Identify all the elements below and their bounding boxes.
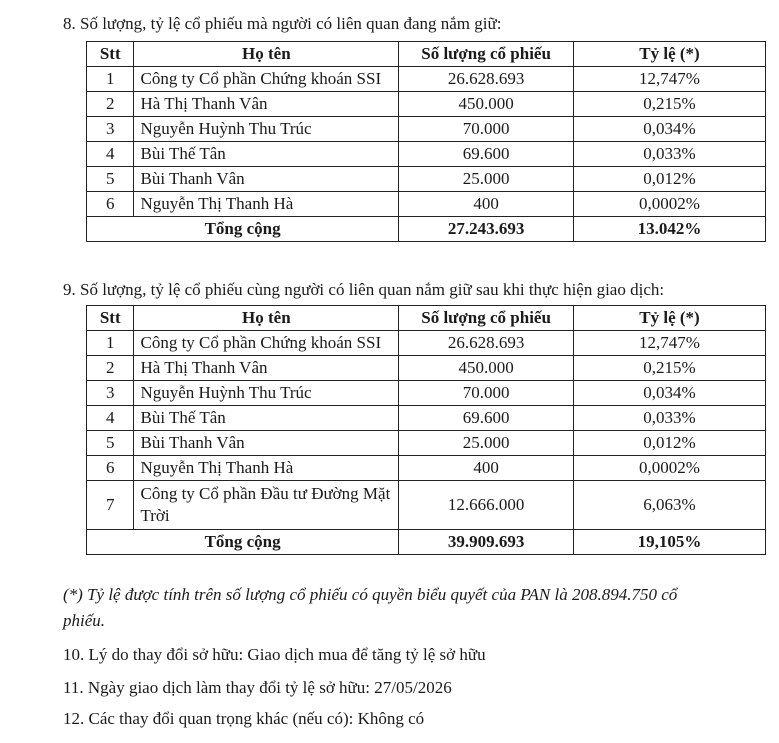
header-quantity: Số lượng cổ phiếu [399, 306, 574, 331]
cell-stt: 6 [87, 456, 134, 481]
cell-quantity: 400 [399, 192, 574, 217]
cell-name: Nguyễn Huỳnh Thu Trúc [134, 117, 399, 142]
cell-name: Bùi Thế Tân [134, 406, 399, 431]
cell-ratio: 0,0002% [574, 192, 766, 217]
section-8-heading: 8. Số lượng, tỷ lệ cổ phiếu mà người có liên quan đang nắm giữ: [63, 14, 502, 33]
item-11-transaction-date: 11. Ngày giao dịch làm thay đổi tỷ lệ sở hữu: 27/05/2026 [63, 678, 452, 697]
footnote [63, 582, 779, 634]
cell-stt: 6 [87, 192, 134, 217]
cell-ratio: 0,033% [574, 406, 766, 431]
total-quantity: 27.243.693 [399, 217, 574, 242]
header-name: Họ tên [134, 306, 399, 331]
cell-stt: 3 [87, 381, 134, 406]
cell-stt: 4 [87, 406, 134, 431]
header-name: Họ tên [134, 42, 399, 67]
header-stt: Stt [87, 306, 134, 331]
cell-stt: 5 [87, 431, 134, 456]
cell-stt: 7 [87, 481, 134, 530]
cell-name: Hà Thị Thanh Vân [134, 356, 399, 381]
cell-stt: 5 [87, 167, 134, 192]
cell-ratio: 0,215% [574, 92, 766, 117]
cell-quantity: 25.000 [399, 431, 574, 456]
table-row [87, 456, 766, 481]
cell-quantity: 450.000 [399, 356, 574, 381]
footnote-line-1: (*) Tỷ lệ được tính trên số lượng cổ phiếu có quyền biểu quyết của PAN là 208.894.750 cổ [63, 585, 678, 604]
table-body [87, 331, 766, 530]
item-12-other-changes: 12. Các thay đổi quan trọng khác (nếu có): Không có [63, 709, 425, 728]
cell-name: Bùi Thanh Vân [134, 431, 399, 456]
total-label: Tổng cộng [87, 217, 399, 242]
cell-name: Nguyễn Huỳnh Thu Trúc [134, 381, 399, 406]
cell-quantity: 25.000 [399, 167, 574, 192]
total-row [87, 530, 766, 555]
header-ratio: Tỷ lệ (*) [574, 306, 766, 331]
cell-ratio: 0,012% [574, 167, 766, 192]
table-row [87, 167, 766, 192]
table-row [87, 381, 766, 406]
table-row [87, 481, 766, 530]
section-9-heading: 9. Số lượng, tỷ lệ cổ phiếu cùng người có liên quan nắm giữ sau khi thực hiện giao dịch: [63, 280, 665, 299]
cell-ratio: 0,034% [574, 381, 766, 406]
cell-ratio: 0,012% [574, 431, 766, 456]
table-row [87, 117, 766, 142]
cell-name: Công ty Cổ phần Chứng khoán SSI [134, 331, 399, 356]
cell-stt: 4 [87, 142, 134, 167]
cell-name: Nguyễn Thị Thanh Hà [134, 192, 399, 217]
cell-ratio: 0,0002% [574, 456, 766, 481]
header-quantity: Số lượng cổ phiếu [399, 42, 574, 67]
table-row [87, 331, 766, 356]
cell-ratio: 12,747% [574, 67, 766, 92]
cell-ratio: 0,033% [574, 142, 766, 167]
table-header-row [87, 306, 766, 331]
cell-quantity: 400 [399, 456, 574, 481]
cell-stt: 2 [87, 356, 134, 381]
table-row [87, 356, 766, 381]
cell-name: Công ty Cổ phần Chứng khoán SSI [134, 67, 399, 92]
cell-stt: 2 [87, 92, 134, 117]
cell-stt: 1 [87, 67, 134, 92]
cell-stt: 1 [87, 331, 134, 356]
cell-ratio: 12,747% [574, 331, 766, 356]
cell-ratio: 0,034% [574, 117, 766, 142]
table-row [87, 92, 766, 117]
cell-quantity: 12.666.000 [399, 481, 574, 530]
table-row [87, 406, 766, 431]
cell-quantity: 69.600 [399, 142, 574, 167]
cell-quantity: 70.000 [399, 381, 574, 406]
cell-stt: 3 [87, 117, 134, 142]
cell-name: Công ty Cổ phần Đầu tư Đường Mặt Trời [134, 481, 399, 530]
cell-ratio: 6,063% [574, 481, 766, 530]
table-row [87, 431, 766, 456]
total-label: Tổng cộng [87, 530, 399, 555]
item-10-reason: 10. Lý do thay đổi sở hữu: Giao dịch mua để tăng tỷ lệ sở hữu [63, 645, 486, 664]
cell-quantity: 450.000 [399, 92, 574, 117]
table-row [87, 142, 766, 167]
cell-ratio: 0,215% [574, 356, 766, 381]
holdings-table-before [86, 41, 766, 242]
total-ratio: 19,105% [574, 530, 766, 555]
cell-quantity: 26.628.693 [399, 331, 574, 356]
cell-name: Nguyễn Thị Thanh Hà [134, 456, 399, 481]
cell-name: Hà Thị Thanh Vân [134, 92, 399, 117]
table-body [87, 67, 766, 217]
table-header-row [87, 42, 766, 67]
table-row [87, 67, 766, 92]
header-stt: Stt [87, 42, 134, 67]
total-row [87, 217, 766, 242]
footnote-line-2: phiếu. [63, 611, 106, 630]
cell-quantity: 70.000 [399, 117, 574, 142]
header-ratio: Tỷ lệ (*) [574, 42, 766, 67]
holdings-table-after [86, 305, 766, 555]
cell-quantity: 26.628.693 [399, 67, 574, 92]
table-row [87, 192, 766, 217]
total-ratio: 13.042% [574, 217, 766, 242]
cell-name: Bùi Thế Tân [134, 142, 399, 167]
cell-quantity: 69.600 [399, 406, 574, 431]
total-quantity: 39.909.693 [399, 530, 574, 555]
cell-name: Bùi Thanh Vân [134, 167, 399, 192]
